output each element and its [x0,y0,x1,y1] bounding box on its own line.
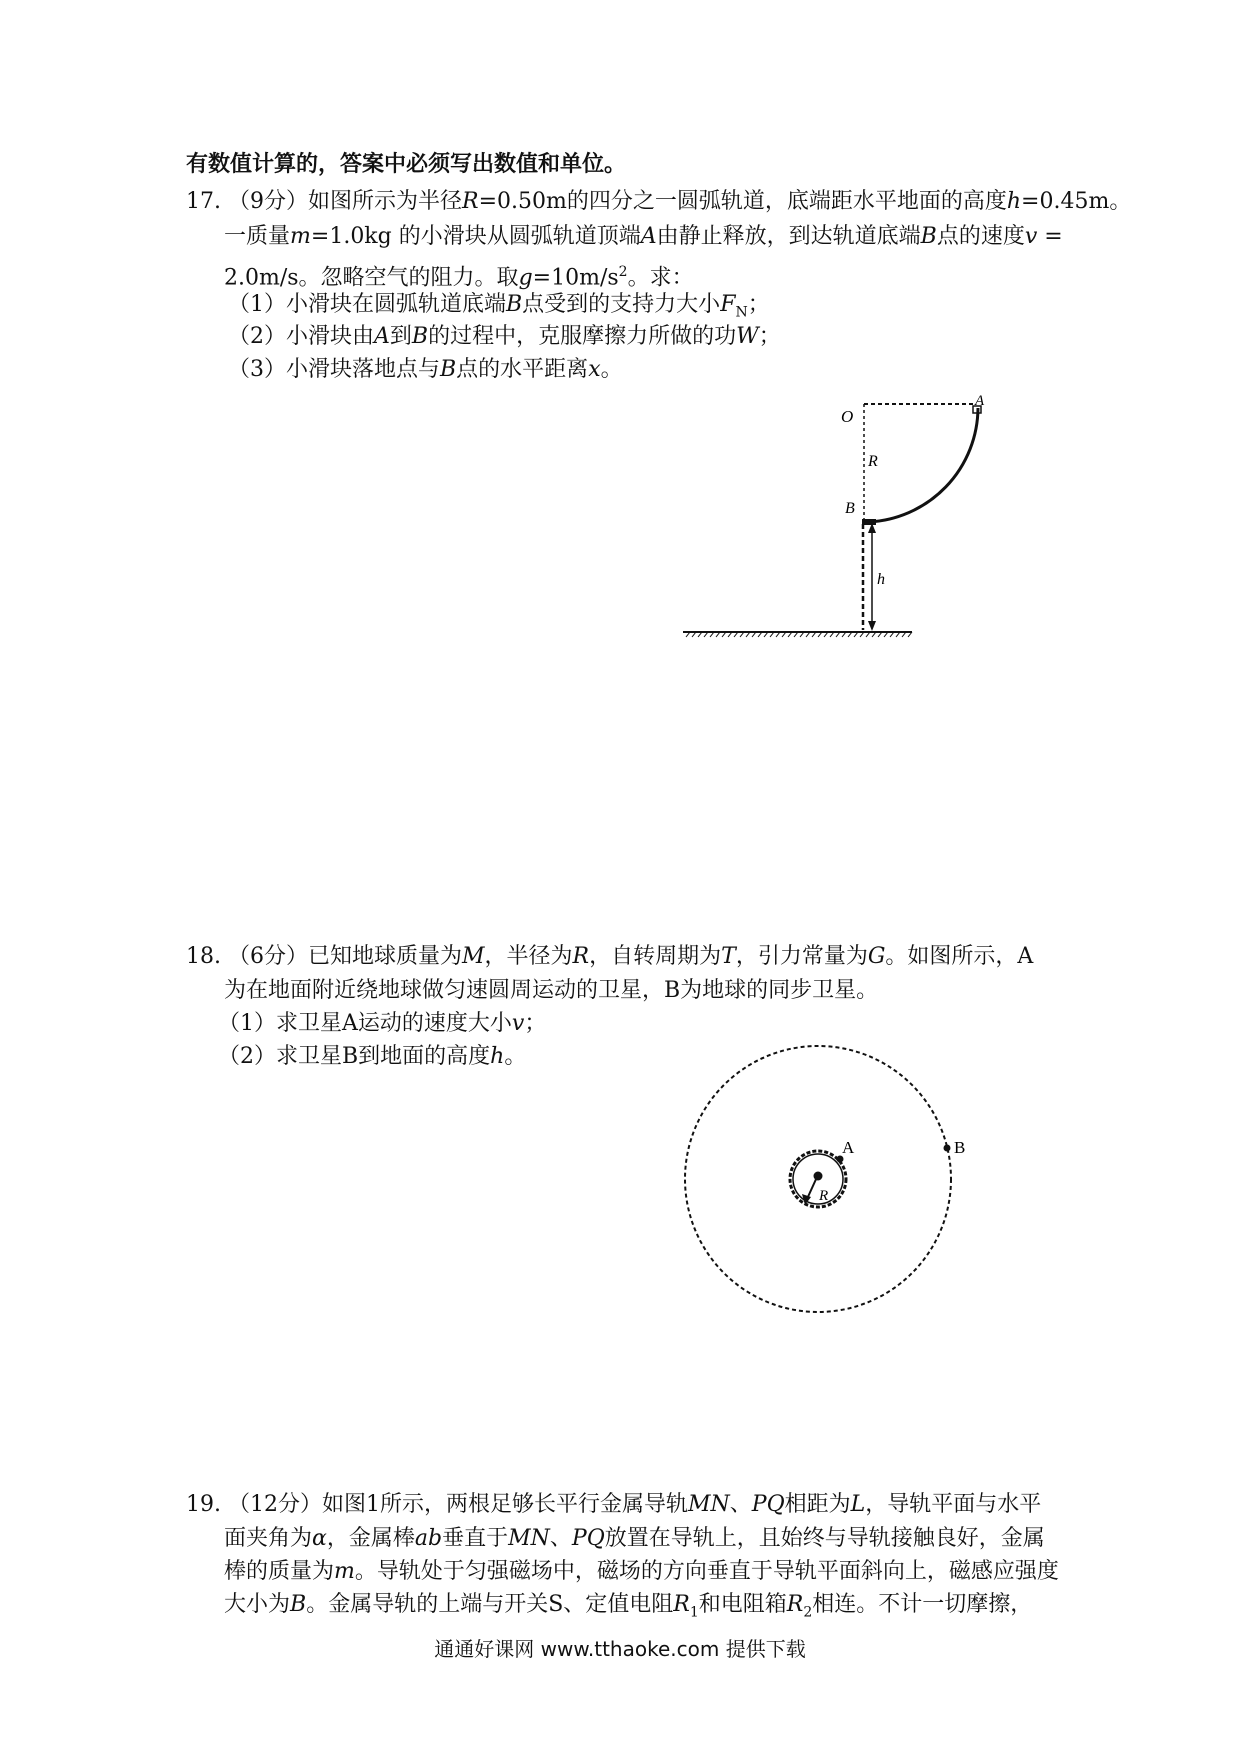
q17-part-1: （1）小滑块在圆弧轨道底端B点受到的支持力大小$F_N$； [228,292,770,321]
q17-label-O: O [841,407,854,426]
q18-radius-arrow [807,1177,817,1199]
q18-label-B: B [954,1138,966,1157]
q19-line-4: 大小为B。金属导轨的上端与开关S、定值电阻$R_1$和电阻箱$R_2$相连。不计一切摩擦， [224,1592,1033,1621]
q17-part-2: （2）小滑块由A到B的过程中，克服摩擦力所做的功W； [228,324,781,349]
q17-label-R: R [868,453,878,470]
q17-part-3: （3）小滑块落地点与B点的水平距离x。 [228,357,623,382]
q17-label-A: A [975,393,985,409]
q19-line-1: 19. （12分）如图1所示，两根足够长平行金属导轨MN、PQ相距为L，导轨平面与水平 [186,1492,1042,1517]
footer-source: 通通好课网 www.tthaoke.com 提供下载 [434,1637,806,1661]
q18-line-1: 18. （6分）已知地球质量为M，半径为R，自转周期为T，引力常量为G。如图所示，A [186,944,1034,969]
q17-arc-track [868,408,978,522]
q18-earth-center [814,1172,823,1181]
q18-line-2: 为在地面附近绕地球做匀速圆周运动的卫星，B为地球的同步卫星。 [224,978,879,1003]
q17-line-1: 17. （9分）如图所示为半径R=0.50m的四分之一圆弧轨道，底端距水平地面的高度h=0.45m。 [186,189,1132,214]
q18-label-R: R [819,1188,829,1204]
q18-number: 18. [186,944,221,969]
q18-part-1: （1）求卫星A运动的速度大小v； [218,1011,547,1036]
q19-line-3: 棒的质量为m。导轨处于匀强磁场中，磁场的方向垂直于导轨平面斜向上，磁感应强度 [224,1559,1059,1584]
q18-figure [670,1030,980,1320]
q19-number: 19. [186,1492,221,1517]
q17-score: （9分） [228,189,308,214]
q18-satellite-B-dot [944,1145,951,1152]
q17-label-B: B [845,500,855,517]
q17-line-3: 2.0m/s。忽略空气的阻力。取$g=10m/s^2$。求： [224,264,694,291]
q17-line-2: 一质量m=1.0kg 的小滑块从圆弧轨道顶端A由静止释放，到达轨道底端B点的速度v = [224,224,1063,249]
q19-line-2: 面夹角为α，金属棒ab垂直于MN、PQ放置在导轨上，且始终与导轨接触良好，金属 [224,1526,1045,1551]
q17-figure [660,385,985,650]
q17-arrow-head-down [868,621,876,631]
q17-number: 17. [186,189,221,214]
q18-label-A: A [842,1138,855,1157]
instruction-text: 有数值计算的，答案中必须写出数值和单位。 [186,151,627,177]
q17-label-h: h [877,571,885,588]
q18-part-2: （2）求卫星B到地面的高度h。 [218,1044,527,1069]
